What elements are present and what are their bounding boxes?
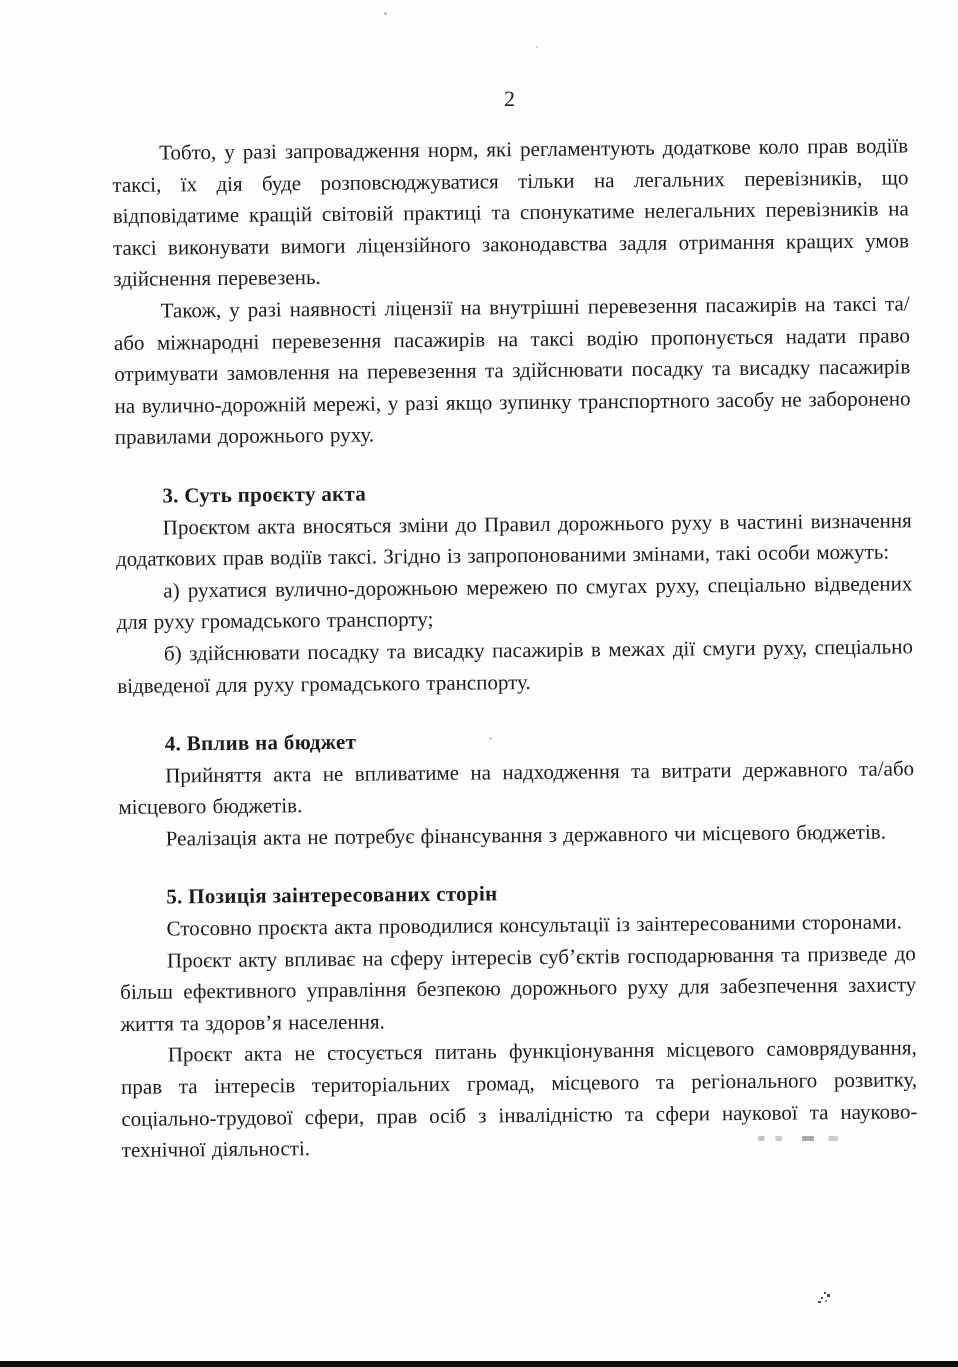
section-4-paragraph-1: Прийняття акта не впливатиме на надходження та витрати державного та/або місцевого бюджетів. xyxy=(118,756,915,820)
scan-speck-cluster xyxy=(818,1292,832,1306)
scan-edge-bar xyxy=(0,1361,958,1367)
paragraph-intro-1: Тобто, у разі запровадження норм, які регламентують додаткове коло прав водіїв таксі, їх дія буде розповсюджуватися тільки на легальних перевізників, що відповідатиме кращій світовій практиці та спонукатиме нелегальних перевізників на таксі виконувати вимоги ліцензійного законодавства задля отримання кращих умов здійснення перевезень. xyxy=(112,133,910,292)
section-3-paragraph: Проєктом акта вносяться зміни до Правил дорожнього руху в частині визначення додаткових прав водіїв таксі. Згідно із запропонованими змінами, такі особи можуть: xyxy=(115,507,912,572)
section-3-list-item-b: б) здійснювати посадку та висадку пасажирів в межах дії смуги руху, спеціально відведеної для руху громадського транспорту. xyxy=(117,634,914,698)
page-number: 2 xyxy=(504,86,516,111)
section-4-paragraph-2: Реалізація акта не потребує фінансування з державного чи місцевого бюджетів. xyxy=(165,819,887,851)
document-body xyxy=(112,130,918,1166)
section-5-heading: 5. Позиція заінтересованих сторін xyxy=(166,881,498,909)
paragraph-intro-2: Також, у разі наявності ліцензії на внутрішні перевезення пасажирів на таксі та/або міжнародні перевезення пасажирів на таксі водію пропонується надати право отримувати замовлення на перевезення та здійснювати посадку та висадку пасажирів на вулично-дорожній мережі, у разі якщо зупинку транспортного засобу не заборонено правилами дорожнього руху. xyxy=(113,291,911,450)
section-5-paragraph-2: Проєкт акту впливає на сферу інтересів суб’єктів господарювання та призведе до більш ефективного управління безпекою дорожнього руху для забезпечення захисту життя та здоров’я населення. xyxy=(120,940,917,1036)
section-5-paragraph-3: Проєкт акта не стосується питань функціонування місцевого самоврядування, прав та інтересів територіальних громад, місцевого та регіонального розвитку, соціально-трудової сфери, прав осіб з інвалідністю та сфери наукової та науково-технічної діяльності. xyxy=(120,1035,918,1163)
scan-smudge xyxy=(758,1136,838,1141)
scan-speck xyxy=(489,737,492,740)
section-5-paragraph-1: Стосовно проєкта акта проводилися консультації із заінтересованими сторонами. xyxy=(166,909,902,941)
section-3-list-item-a: а) рухатися вулично-дорожньою мережею по смугах руху, спеціально відведених для руху громадського транспорту; xyxy=(116,571,913,635)
scan-speck xyxy=(384,12,387,15)
scan-speck xyxy=(536,46,538,48)
section-3-heading: 3. Суть проєкту акта xyxy=(162,481,367,508)
section-4-heading: 4. Вплив на бюджет xyxy=(164,729,357,756)
